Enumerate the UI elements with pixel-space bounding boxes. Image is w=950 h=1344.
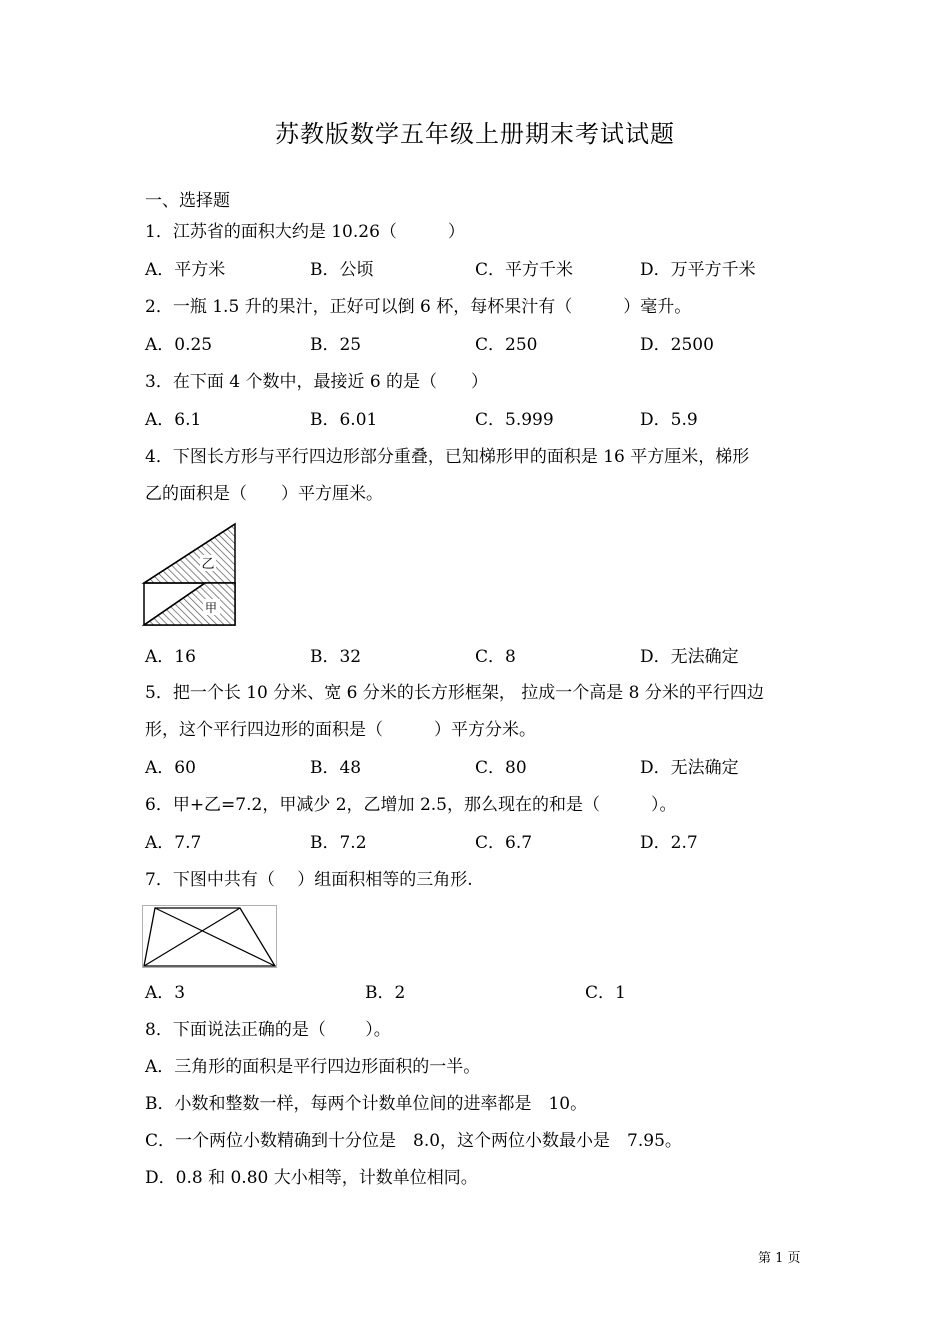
question-7-option-c: C．1 [585,983,626,1003]
question-5-stem-line-2: 形，这个平行四边形的面积是（ ）平方分米。 [145,720,536,740]
question-5-stem-line-1: 5．把一个长 10 分米、宽 6 分米的长方形框架， 拉成一个高是 8 分米的平行四边 [145,683,764,703]
question-1-stem: 1．江苏省的面积大约是 10.26（ ） [145,222,465,242]
question-5-option-b: B．48 [310,758,362,778]
question-8-option-d: D．0.8 和 0.80 大小相等，计数单位相同。 [145,1168,478,1188]
question-3-option-a: A．6.1 [145,410,202,430]
section-heading: 一、选择题 [145,191,230,211]
question-8-option-b: B．小数和整数一样，每两个计数单位间的进率都是 10。 [145,1094,588,1114]
figure-label-yi: 乙 [201,557,215,572]
question-4-option-d: D．无法确定 [640,647,739,667]
diagonal-2 [144,908,240,966]
question-4-stem-line-2: 乙的面积是（ ）平方厘米。 [145,484,383,504]
question-8-option-a: A．三角形的面积是平行四边形面积的一半。 [145,1057,481,1077]
trapezoid-jia-shape [144,583,235,625]
question-4-stem-line-1: 4．下图长方形与平行四边形部分重叠，已知梯形甲的面积是 16 平方厘米，梯形 [145,447,750,467]
question-6-option-b: B．7.2 [310,833,367,853]
question-8-option-c: C．一个两位小数精确到十分位是 8.0，这个两位小数最小是 7.95。 [145,1131,682,1151]
question-4-option-b: B．32 [310,647,362,667]
question-5-option-d: D．无法确定 [640,758,739,778]
question-5-option-c: C．80 [475,758,527,778]
question-1-option-a: A．平方米 [145,260,226,280]
question-4-option-a: A．16 [145,647,196,667]
trapezoid-shape [144,908,275,966]
page-number: 第 1 页 [758,1251,801,1266]
question-6-option-c: C．6.7 [475,833,533,853]
question-5-option-a: A．60 [145,758,196,778]
question-6-stem: 6．甲+乙=7.2，甲减少 2，乙增加 2.5，那么现在的和是（ ）。 [145,795,677,815]
question-2-stem: 2．一瓶 1.5 升的果汁，正好可以倒 6 杯，每杯果汁有（ ）毫升。 [145,297,692,317]
question-3-option-d: D．5.9 [640,410,698,430]
question-6-option-d: D．2.7 [640,833,698,853]
question-1-option-d: D．万平方千米 [640,260,756,280]
question-7-stem: 7．下图中共有（ ）组面积相等的三角形. [145,870,473,890]
question-2-option-d: D．2500 [640,335,714,355]
figure-frame [143,906,277,968]
question-7-option-a: A．3 [145,983,186,1003]
question-3-stem: 3．在下面 4 个数中，最接近 6 的是（ ） [145,372,489,392]
figure-label-jia: 甲 [204,601,218,615]
question-7-figure [142,905,278,969]
question-4-option-c: C．8 [475,647,516,667]
question-4-figure [140,520,240,630]
question-1-option-c: C．平方千米 [475,260,574,280]
question-1-option-b: B．公顷 [310,260,374,280]
question-3-option-c: C．5.999 [475,410,554,430]
question-6-option-a: A．7.7 [145,833,202,853]
question-2-option-a: A．0.25 [145,335,213,355]
question-8-stem: 8．下面说法正确的是（ ）。 [145,1020,391,1040]
question-3-option-b: B．6.01 [310,410,378,430]
question-2-option-c: C．250 [475,335,538,355]
question-2-option-b: B．25 [310,335,362,355]
question-7-option-b: B．2 [365,983,406,1003]
page-title: 苏教版数学五年级上册期末考试试题 [275,120,675,148]
